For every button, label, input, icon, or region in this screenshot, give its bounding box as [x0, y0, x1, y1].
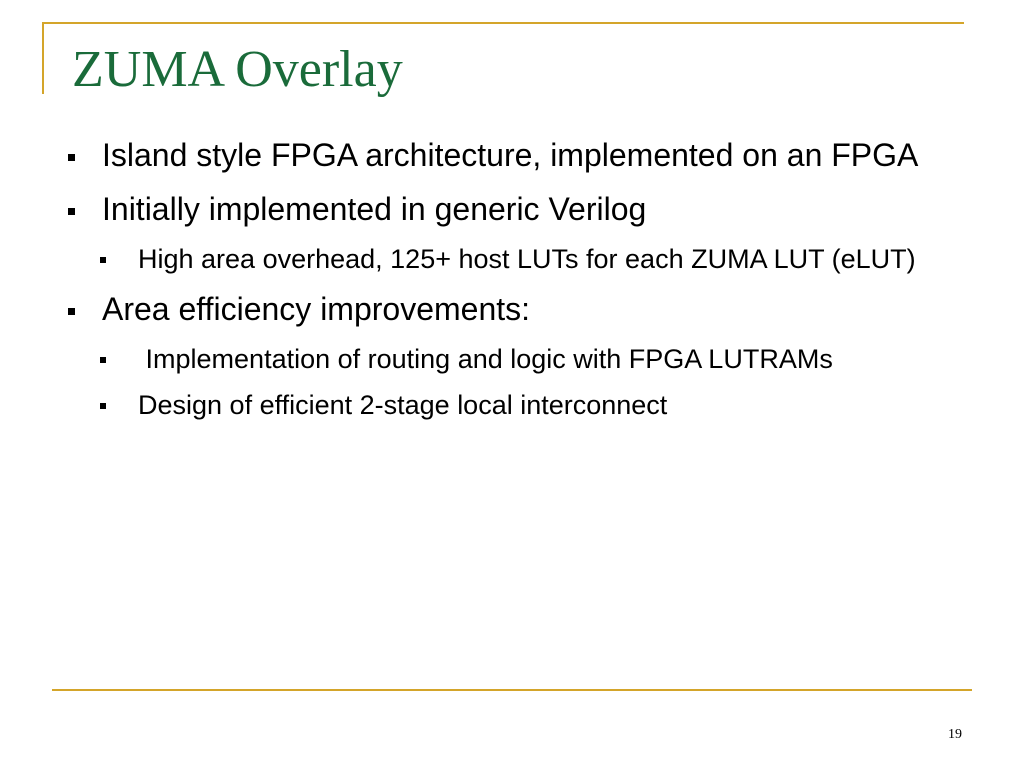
- sub-bullet-item: [56, 342, 956, 376]
- bullet-text: Initially implemented in generic Verilog: [102, 191, 647, 227]
- bullet-list: [56, 134, 956, 434]
- frame-left-rule: [42, 22, 44, 94]
- bullet-item: [56, 188, 956, 230]
- frame-top-rule: [42, 22, 964, 24]
- sub-bullet-text: Design of efficient 2-stage local interconnect: [138, 390, 668, 420]
- sub-bullet-text: High area overhead, 125+ host LUTs for each ZUMA LUT (eLUT): [138, 244, 916, 274]
- square-bullet-icon: [68, 208, 75, 215]
- bullet-text: Island style FPGA architecture, implemented on an FPGA: [102, 137, 919, 173]
- footer-rule: [52, 689, 972, 691]
- slide-title: ZUMA Overlay: [72, 41, 403, 98]
- bullet-item: [56, 134, 956, 176]
- sub-bullet-text: Implementation of routing and logic with FPGA LUTRAMs: [138, 344, 833, 374]
- bullet-text: Area efficiency improvements:: [102, 291, 531, 327]
- square-bullet-icon: [100, 257, 106, 263]
- square-bullet-icon: [68, 154, 75, 161]
- square-bullet-icon: [100, 403, 106, 409]
- page-number: 19: [948, 727, 962, 742]
- bullet-item: [56, 288, 956, 330]
- square-bullet-icon: [100, 357, 106, 363]
- square-bullet-icon: [68, 308, 75, 315]
- sub-bullet-item: [56, 242, 956, 276]
- sub-bullet-item: [56, 388, 956, 422]
